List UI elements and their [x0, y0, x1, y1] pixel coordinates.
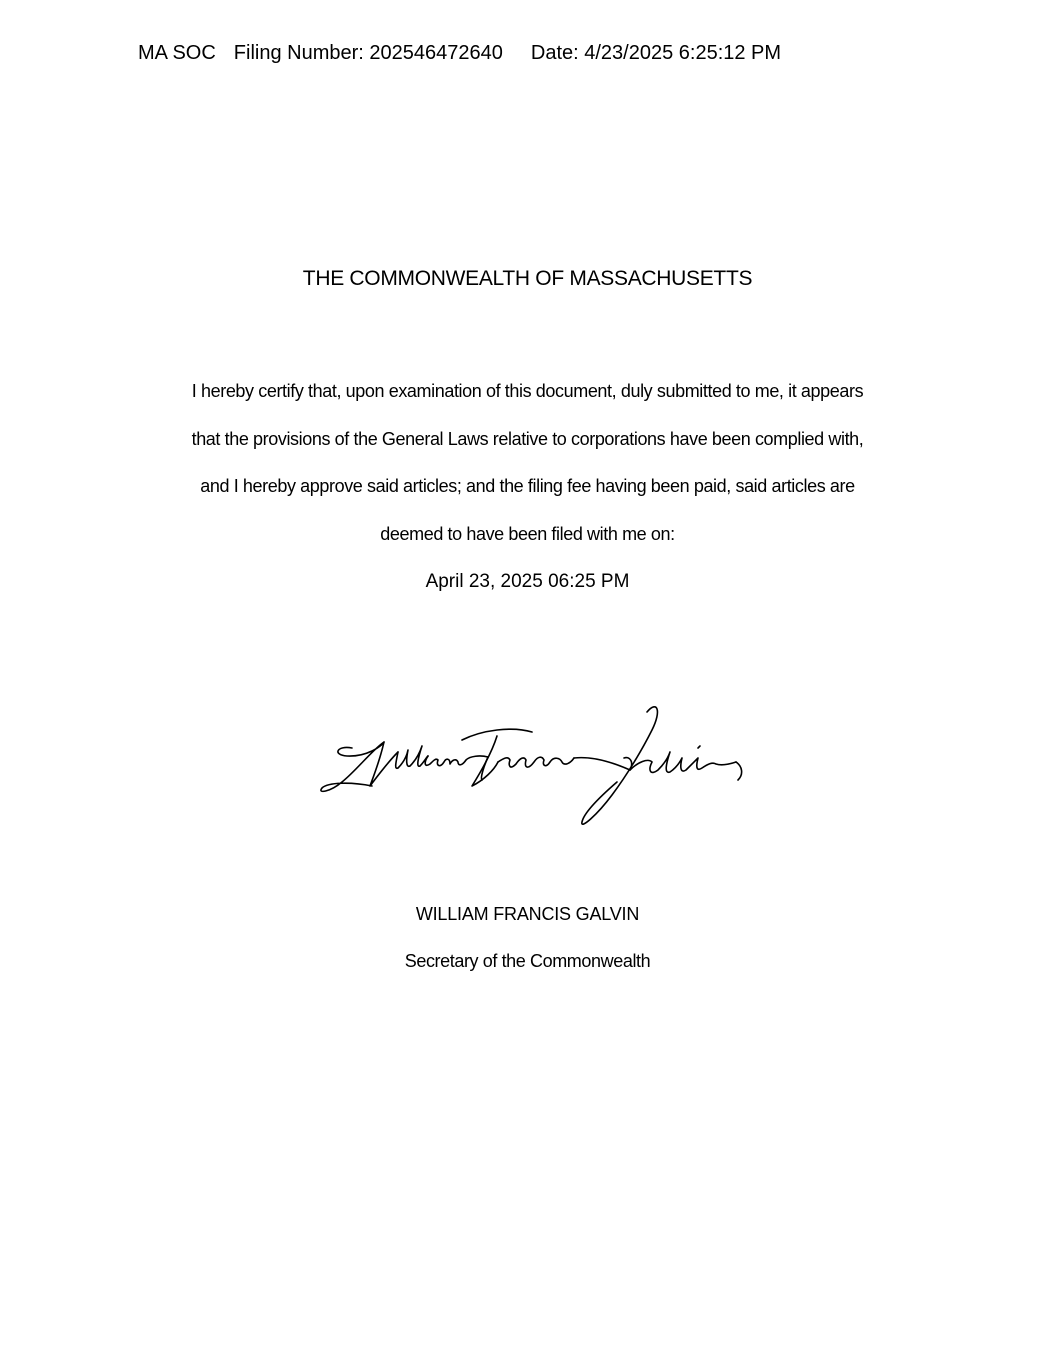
- certification-line: I hereby certify that, upon examination of this document, duly submitted to me, it appears: [191, 381, 864, 401]
- handwritten-signature: [312, 700, 782, 830]
- signer-title: Secretary of the Commonwealth: [404, 951, 651, 971]
- certification-line: deemed to have been filed with me on:: [380, 523, 675, 544]
- filing-header: [138, 41, 781, 65]
- certification-text: [100, 368, 955, 558]
- filing-date: Date: 4/23/2025 6:25:12 PM: [530, 42, 782, 64]
- filed-datetime: April 23, 2025 06:25 PM: [425, 571, 630, 592]
- agency-label: MA SOC: [138, 42, 216, 64]
- certification-line: that the provisions of the General Laws relative to corporations have been complied with,: [191, 428, 864, 449]
- signer-name: WILLIAM FRANCIS GALVIN: [415, 904, 640, 924]
- filing-number: Filing Number: 202546472640: [233, 42, 503, 64]
- document-title: THE COMMONWEALTH OF MASSACHUSETTS: [302, 267, 753, 290]
- certification-line: and I hereby approve said articles; and the filing fee having been paid, said articles are: [200, 476, 855, 496]
